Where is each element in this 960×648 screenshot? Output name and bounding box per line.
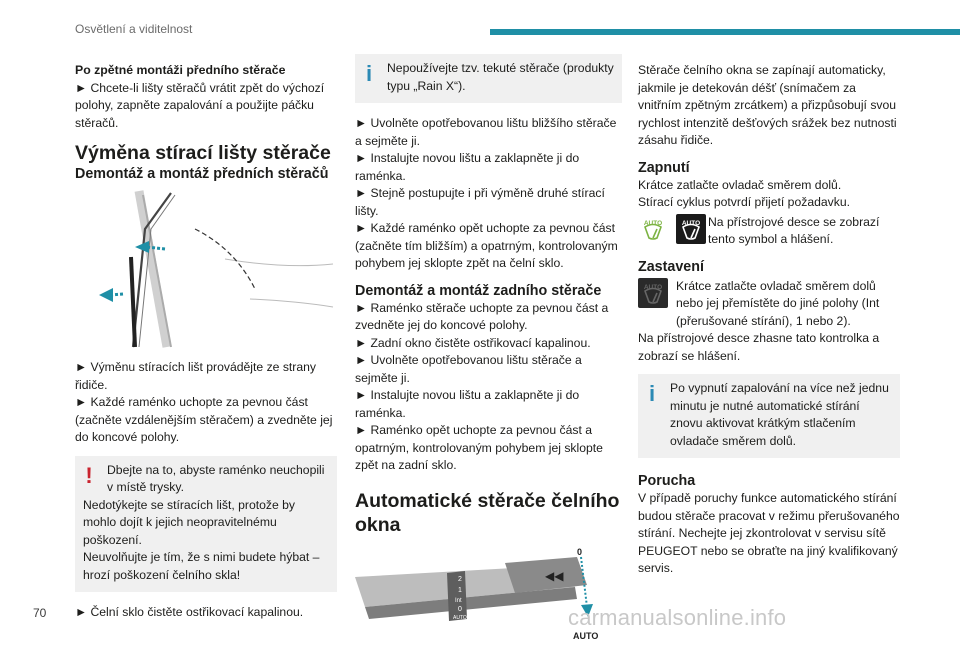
auto-icon-label-dark: AUTO — [681, 219, 701, 227]
stalk-label-1: 1 — [458, 586, 462, 594]
paragraph-off-lamp: Na přístrojové desce zhasne tato kontrolka a zobrazí se hlášení. — [638, 331, 880, 363]
stalk-label-top: 0 — [577, 546, 583, 557]
paragraph-reset-position: ► Chcete-li lišty stěračů vrátit zpět do výchozí polohy, zapněte zapalování a použijte páčku stěračů. — [75, 80, 325, 130]
stalk-label-2: 2 — [458, 575, 462, 583]
paragraph-fold-back: ► Každé raménko opět uchopte za pevnou část (začněte tím bližším) a opatrným, kontrolovaným pohybem jej sklopte zpět na čelní sklo. — [355, 221, 618, 270]
warning-text-2: Nedotýkejte se stíracích lišt, protože by mohlo dojít k jejich neopravitelnému poškození. — [83, 497, 296, 547]
heading-automatic-wipers: Automatické stěrače čelního okna — [355, 489, 620, 536]
wiper-symbol-off — [643, 287, 663, 305]
info-text-rain-x: Nepoužívejte tzv. tekuté stěrače (produkty typu „Rain X“). — [387, 61, 614, 93]
watermark: carmanualsonline.info — [568, 605, 787, 630]
paragraph-repeat-other: ► Stejně postupujte i při výměně druhé stírací lišty. — [355, 186, 605, 218]
paragraph-on-cycle: Stírací cyklus potvrdí přijetí požadavku. — [638, 195, 851, 209]
info-box-reactivate — [638, 374, 900, 458]
wiper-symbol-green — [643, 223, 663, 241]
paragraph-auto-intro: Stěrače čelního okna se zapínají automaticky, jakmile je detekován déšť (snímačem za vnitřním zpětným zrcátkem) a přizpůsobují svou rychlost intenzitě dešťových srážek bez nutnosti zásahu řidiče. — [638, 63, 897, 147]
wiper-symbol-dark — [681, 223, 701, 241]
paragraph-on-press: Krátce zatlačte ovladač směrem dolů. — [638, 177, 842, 192]
auto-icon-row — [638, 214, 900, 250]
info-icon-2: i — [648, 381, 656, 406]
warning-text-3: Neuvolňujte je tím, že s nimi budete hýbat – hrozí poškození čelního skla! — [83, 550, 320, 582]
column-3 — [638, 62, 900, 578]
front-wiper-illustration — [75, 189, 337, 349]
header-accent-bar — [490, 29, 960, 35]
paragraph-install-blade: ► Instalujte novou lištu a zaklapněte ji do raménka. — [355, 151, 580, 183]
paragraph-clean-windscreen: ► Čelní sklo čistěte ostřikovací kapalinou. — [75, 605, 304, 619]
stalk-label-bottom: AUTO — [573, 630, 599, 641]
heading-fault: Porucha — [638, 473, 696, 489]
heading-blade-replacement: Výměna stírací lišty stěrače — [75, 142, 331, 164]
heading-after-refit: Po zpětné montáži předního stěrače — [75, 63, 286, 77]
paragraph-lift-arm: ► Každé raménko uchopte za pevnou část (začněte vzdálenějším stěračem) a zvedněte jej do koncové polohy. — [75, 395, 333, 444]
front-wiper-drawing — [75, 189, 337, 349]
stalk-label-auto-small: AUTO — [453, 614, 467, 621]
info-icon: i — [365, 61, 373, 86]
off-icon-row — [638, 278, 900, 331]
paragraph-rear-lift: ► Raménko stěrače uchopte za pevnou část a zvedněte jej do koncové polohy. — [355, 300, 609, 332]
auto-icon-label-off: AUTO — [643, 283, 663, 291]
page-number: 70 — [33, 606, 47, 620]
stalk-label-0: 0 — [458, 605, 462, 613]
auto-wiper-green-icon — [638, 214, 668, 244]
stalk-arrows: ◀◀ — [545, 568, 564, 583]
warning-box — [75, 456, 337, 593]
paragraph-rear-install: ► Instalujte novou lištu a zaklapněte ji do raménka. — [355, 388, 580, 420]
paragraph-fault: V případě poruchy funkce automatického stírání budou stěrače pracovat v režimu přerušovaného stírání. Nechejte jej zkontrolovat v servisu sítě PEUGEOT nebo se obraťte na jiný kvalifikovaný servis. — [638, 491, 900, 575]
heading-switch-on: Zapnutí — [638, 159, 690, 176]
column-1 — [75, 62, 337, 622]
auto-wiper-off-icon — [638, 278, 668, 308]
heading-front-wipers: Demontáž a montáž předních stěračů — [75, 166, 329, 182]
auto-wiper-dark-icon — [676, 214, 706, 244]
stalk-label-int: Int — [455, 597, 462, 604]
paragraph-release-blade: ► Uvolněte opotřebovanou lištu bližšího stěrače a sejměte ji. — [355, 116, 617, 148]
paragraph-driver-side: ► Výměnu stíracích lišt provádějte ze strany řidiče. — [75, 360, 317, 392]
warning-icon: ! — [85, 462, 93, 488]
column-2 — [355, 54, 622, 643]
heading-switch-off: Zastavení — [638, 258, 704, 275]
paragraph-on-symbol: Na přístrojové desce se zobrazí tento symbol a hlášení. — [708, 214, 880, 246]
auto-icon-label-green: AUTO — [643, 219, 663, 227]
running-header: Osvětlení a viditelnost — [75, 22, 193, 36]
paragraph-rear-fold: ► Raménko opět uchopte za pevnou část a opatrným, kontrolovaným pohybem jej sklopte zpět na zadní sklo. — [355, 423, 603, 472]
paragraph-off-press: Krátce zatlačte ovladač směrem dolů nebo jej přemístěte do jiné polohy (Int (přerušované stírání), 1 nebo 2). — [676, 278, 880, 328]
info-box-rain-x — [355, 54, 622, 103]
warning-text-1: Dbejte na to, abyste raménko neuchopili v místě trysky. — [107, 462, 325, 494]
info-text-reactivate: Po vypnutí zapalování na více než jednu minutu je nutné automatické stírání znovu aktivovat krátkým stlačením ovladače směrem dolů. — [670, 381, 889, 448]
paragraph-rear-release: ► Uvolněte opotřebovanou lištu stěrače a sejměte ji. — [355, 353, 582, 385]
heading-rear-wiper: Demontáž a montáž zadního stěrače — [355, 282, 602, 299]
paragraph-rear-clean: ► Zadní okno čistěte ostřikovací kapalinou. — [355, 335, 591, 350]
